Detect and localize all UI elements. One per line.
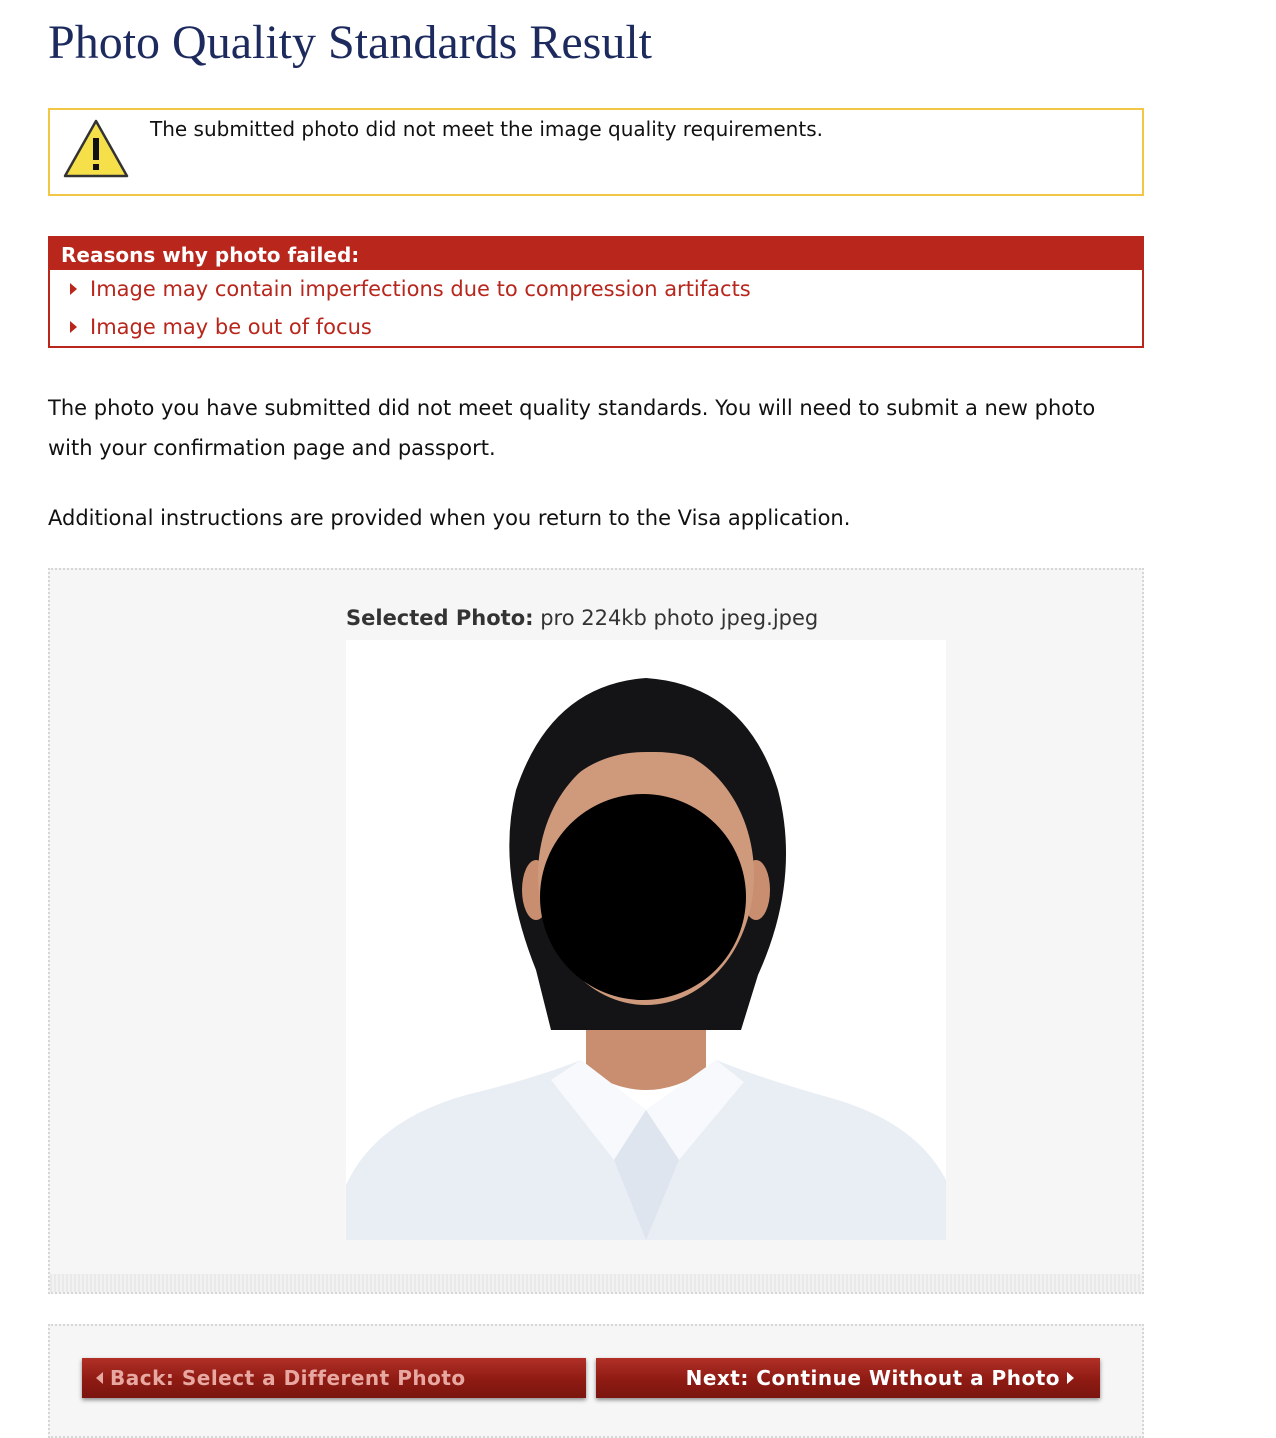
additional-instructions: Additional instructions are provided when you return to the Visa application. [48,506,851,530]
selected-photo [346,640,946,1240]
photo-caption-label: Selected Photo: [346,606,534,630]
reason-text: Image may be out of focus [90,315,372,339]
photo-filename: pro 224kb photo jpeg.jpeg [540,606,819,630]
portrait-photo [346,640,946,1240]
photo-panel [48,568,1144,1294]
instruction-paragraph: The photo you have submitted did not meet quality standards. You will need to submit a new photo with your confirmation page and passport. [48,396,1096,460]
reason-text: Image may contain imperfections due to compression artifacts [90,277,751,301]
reason-item [50,270,1142,308]
reason-item [50,308,1142,346]
reasons-list [50,270,1142,346]
photo-caption [346,606,818,630]
back-button-label: Back: Select a Different Photo [110,1366,466,1390]
arrow-right-icon [70,283,77,295]
panel-divider [50,1274,1142,1292]
arrow-right-icon [1067,1372,1074,1384]
next-button-label: Next: Continue Without a Photo [685,1366,1060,1390]
next-button[interactable] [596,1358,1100,1398]
reasons-box [48,236,1144,348]
warning-triangle-icon [62,118,130,180]
arrow-right-icon [70,321,77,333]
warning-message: The submitted photo did not meet the image quality requirements. [150,117,823,141]
navigation-panel [48,1324,1144,1438]
page-title: Photo Quality Standards Result [48,16,652,69]
warning-box [48,108,1144,196]
arrow-left-icon [96,1372,103,1384]
back-button[interactable] [82,1358,586,1398]
reasons-header: Reasons why photo failed: [50,238,1142,270]
